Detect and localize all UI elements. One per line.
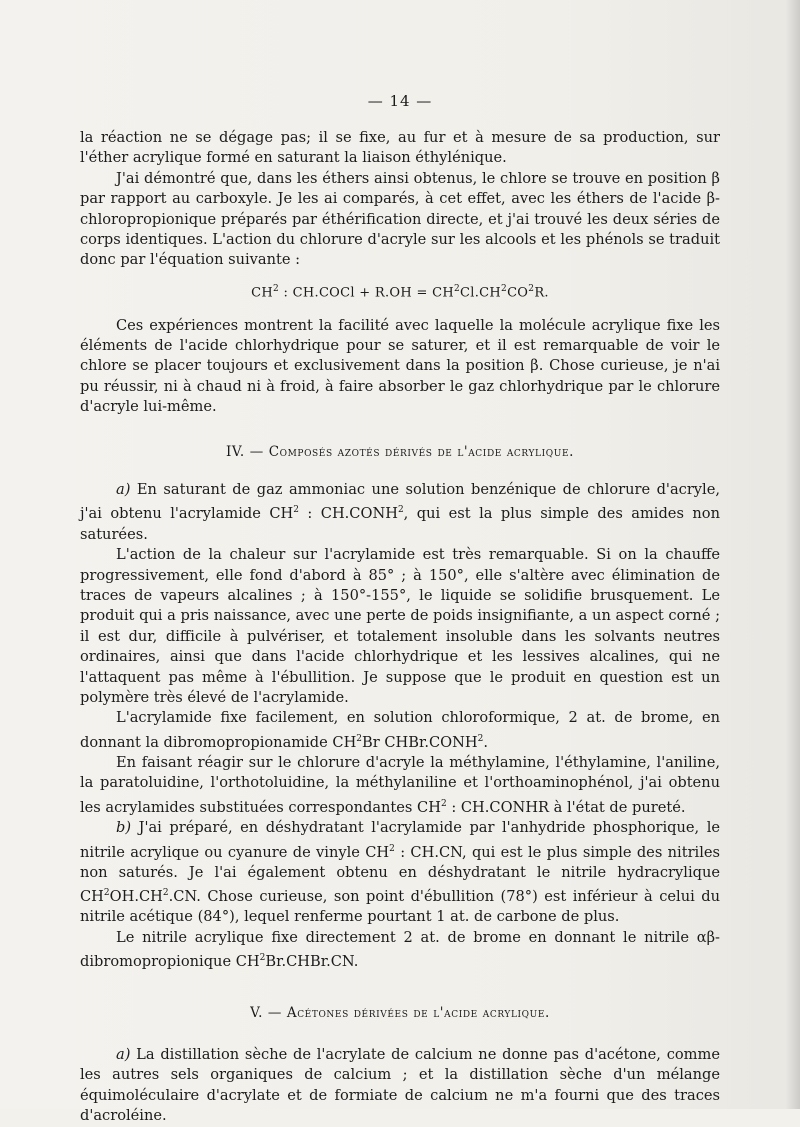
page-number: — 14 — xyxy=(367,92,433,110)
paragraph-beta-position: J'ai démontré que, dans les éthers ainsi obtenus, le chlore se trouve en position β par rapport au carboxyle. Je les ai comparés, à cet effet, avec les éthers de l'acide β-chloropropionique préparés par éthérification directe, et j'ai trouvé les deux séries de corps identiques. L'action du chlorure d'acryle sur les alcools et les phénols se traduit donc par l'équation suivante : xyxy=(80,169,720,269)
page-body xyxy=(80,128,720,1127)
paragraph-bromine: L'acrylamide fixe facilement, en solution chloroformique, 2 at. de brome, en donnant la dibromopropionamide $CH^2Br$ CHBr.CONH$^2$. xyxy=(80,709,720,751)
paragraph-experiments: Ces expériences montrent la facilité avec laquelle la molécule acrylique fixe les éléments de l'acide chlorhydrique pour se saturer, et il est remarquable de voir le chlore se placer toujours et exclusivement dans la position β. Chose curieuse, je n'ai pu réussir, ni à chaud ni à froid, à faire absorber le gaz chlorhydrique par le chlorure d'acryle lui-même. xyxy=(80,316,720,416)
section-heading-v: V. — Acétones dérivées de l'acide acrylique. xyxy=(250,1004,550,1021)
section-heading-iv: IV. — Composés azotés dérivés de l'acide acrylique. xyxy=(225,443,575,460)
paragraph-nitrile: b) J'ai préparé, en déshydratant l'acrylamide par l'anhydride phosphorique, le nitrile acrylique ou cyanure de vinyle $CH^2$ : CH.CN, qui est le plus simple des nitriles non saturés. Je l'ai également obtenu en déshydratant le nitrile hydracrylique $CH^2OH.CH^2.CN$. Chose curieuse, son point d'ébullition (78°) est inférieur à celui du nitrile acétique (84°), lequel renferme pourtant 1 at. de carbone de plus. xyxy=(80,819,721,926)
paragraph-dibromo-nitrile: Le nitrile acrylique fixe directement 2 at. de brome en donnant le nitrile αβ-dibromopropionique $CH^2Br.CHBr.CN$. xyxy=(80,928,720,971)
scan-shadow-edge xyxy=(786,0,800,1109)
paragraph-heat-action: L'action de la chaleur sur l'acrylamide est très remarquable. Si on la chauffe progressivement, elle fond d'abord à 85° ; à 150°, elle s'altère avec élimination de traces de vapeurs alcalines ; à 150°-155°, le liquide se solidifie brusquement. Le produit qui a pris naissance, avec une perte de poids insignifiante, a un aspect corné ; il est dur, difficile à pulvériser, et totalement insoluble dans les solvants neutres ordinaires, ainsi que dans l'acide chlorhydrique et les lessives alcalines, qui ne l'attaquent pas même à l'ébullition. Je suppose que le produit en question est un polymère très élevé de l'acrylamide. xyxy=(80,546,720,706)
paragraph-substituted-amides: En faisant réagir sur le chlorure d'acryle la méthylamine, l'éthylamine, l'aniline, la paratoluidine, l'orthotoluidine, la méthylaniline et l'orthoaminophénol, j'ai obtenu les acrylamides substituées correspondantes $CH^2$ : CH.CONHR à l'état de pureté. xyxy=(80,754,720,816)
paragraph-continuation: la réaction ne se dégage pas; il se fixe, au fur et à mesure de sa production, sur l'éther acrylique formé en saturant la liaison éthylénique. xyxy=(80,129,720,167)
equation-acryl-chloride: $CH^2$ : CH.COCl + $R.OH = CH^2Cl.CH^2CO^2R$. xyxy=(251,283,549,301)
paragraph-distillation: a) La distillation sèche de l'acrylate de calcium ne donne pas d'acétone, comme les autres sels organiques de calcium ; et la distillation sèche d'un mélange équimoléculaire d'acrylate et de formiate de calcium ne m'a fourni que des traces d'acroléine. xyxy=(80,1045,720,1125)
paragraph-acrylamide: a) En saturant de gaz ammoniac une solution benzénique de chlorure d'acryle, j'ai obtenu l'acrylamide $CH^2$ : CH.CONH$^2$, qui est la plus simple des amides non saturées. xyxy=(80,481,720,543)
